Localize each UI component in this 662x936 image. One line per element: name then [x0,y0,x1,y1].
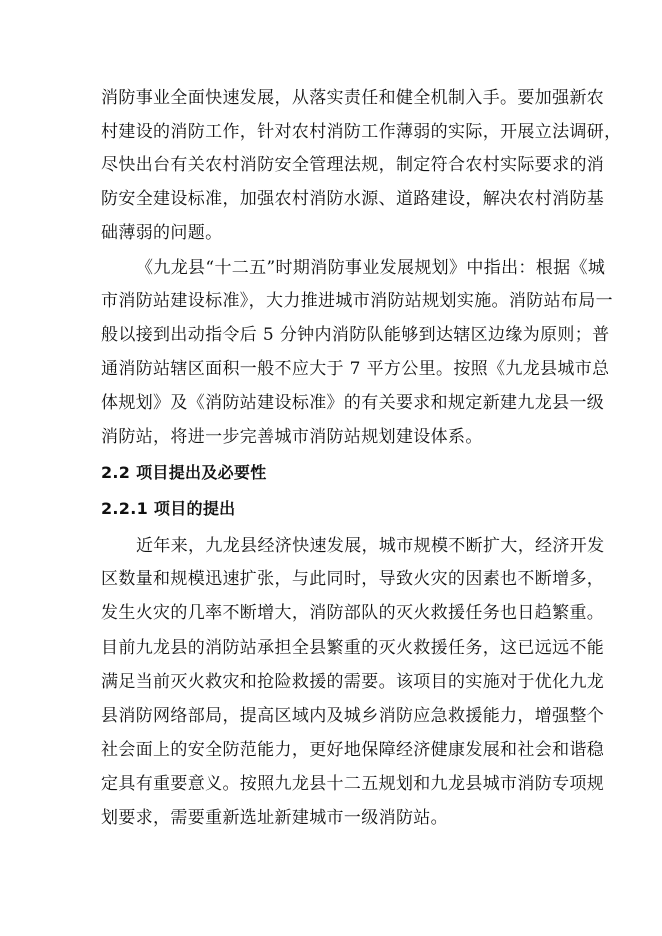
paragraph-1-line-2: 村建设的消防工作，针对农村消防工作薄弱的实际，开展立法调研， [101,122,622,142]
paragraph-3-line-9: 划要求，需要重新选址新建城市一级消防站。 [101,808,448,828]
paragraph-2-line-2: 市消防站建设标准》，大力推进城市消防站规划实施。消防站布局一 [101,291,613,311]
paragraph-3-line-4: 目前九龙县的消防站承担全县繁重的灭火救援任务，这已远远不能 [101,638,605,658]
paragraph-2-line-5: 体规划》及《消防站建设标准》的有关要求和规定新建九龙县一级 [101,393,605,413]
paragraph-3-line-6: 县消防网络部局，提高区域内及城乡消防应急救援能力，增强整个 [101,706,605,726]
paragraph-2-line-4: 通消防站辖区面积一般不应大于 7 平方公里。按照《九龙县城市总 [101,359,610,379]
paragraph-2-line-1: 《九龙县“十二五”时期消防事业发展规划》中指出：根据《城 [136,258,606,278]
paragraph-3-line-3: 发生火灾的几率不断增大，消防部队的灭火救援任务也日趋繁重。 [101,603,605,623]
paragraph-3-line-1: 近年来，九龙县经济快速发展，城市规模不断扩大，经济开发 [136,536,605,556]
paragraph-1-line-5: 础薄弱的问题。 [101,223,223,243]
paragraph-2-line-6: 消防站，将进一步完善城市消防站规划建设体系。 [101,427,483,447]
paragraph-3-line-2: 区数量和规模迅速扩张，与此同时，导致火灾的因素也不断增多， [101,569,605,589]
paragraph-3-line-5: 满足当前灭火救灾和抢险救援的需要。该项目的实施对于优化九龙 [101,672,605,692]
section-2-2-1-heading: 2.2.1 项目的提出 [101,499,236,518]
paragraph-1-line-1: 消防事业全面快速发展，从落实责任和健全机制入手。要加强新农 [101,88,605,108]
section-2-2-heading: 2.2 项目提出及必要性 [101,463,267,482]
paragraph-3-line-8: 定具有重要意义。按照九龙县十二五规划和九龙县城市消防专项规 [101,774,605,794]
paragraph-1-line-4: 防安全建设标准，加强农村消防水源、道路建设，解决农村消防基 [101,189,605,209]
paragraph-1-line-3: 尽快出台有关农村消防安全管理法规，制定符合农村实际要求的消 [101,155,605,175]
paragraph-2-line-3: 般以接到出动指令后 5 分钟内消防队能够到达辖区边缘为原则；普 [101,325,610,345]
paragraph-3-line-7: 社会面上的安全防范能力，更好地保障经济健康发展和社会和谐稳 [101,740,605,760]
